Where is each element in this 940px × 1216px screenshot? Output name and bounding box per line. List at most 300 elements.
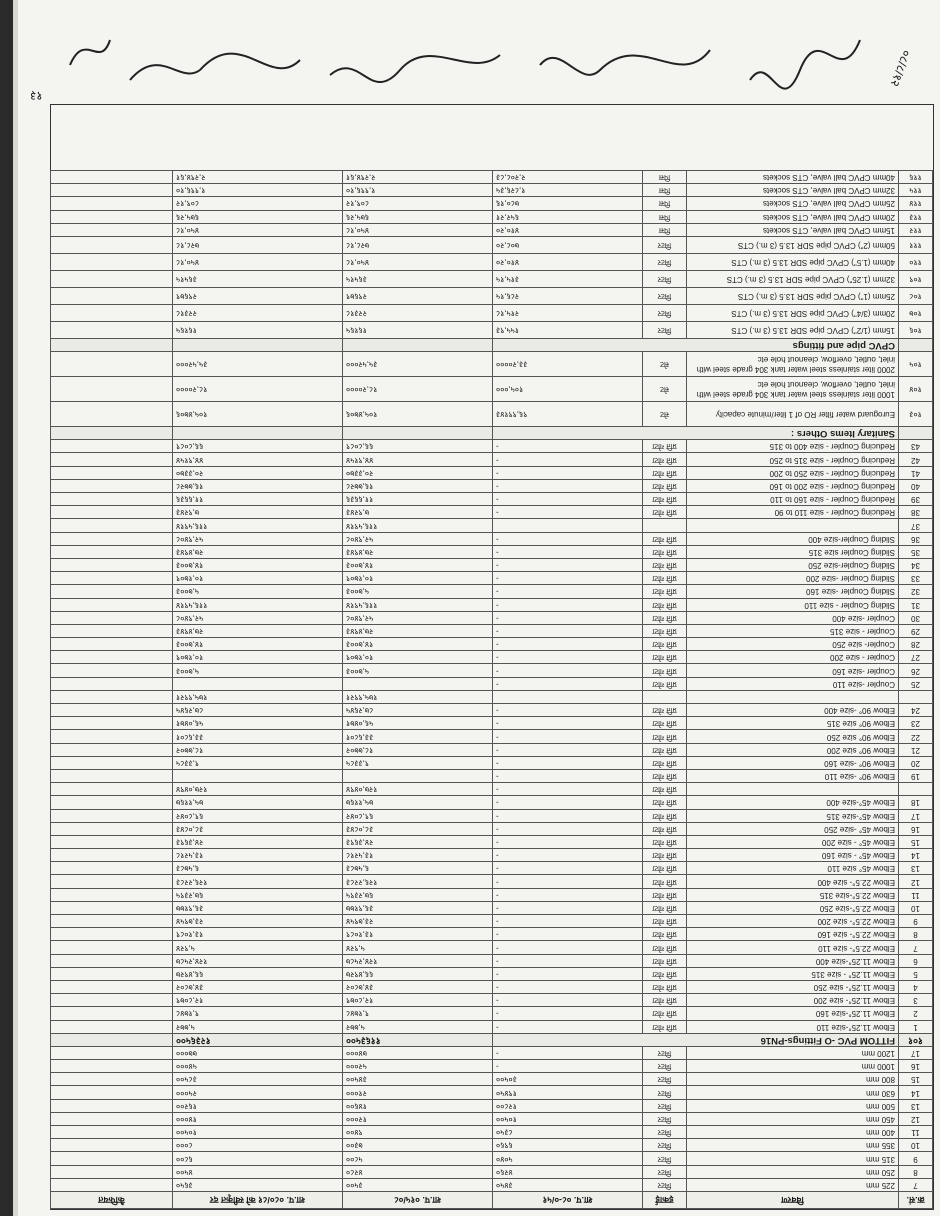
cell-sr: 8	[899, 928, 933, 941]
cell-sr: 20	[899, 756, 933, 769]
cell-rate-c: ९,३३८५	[173, 756, 343, 769]
cell-remarks	[51, 1046, 173, 1059]
cell-rate-a: -	[493, 466, 643, 479]
cell-unit: प्रति गोटा	[643, 704, 687, 717]
cell-rate-b: २३,७९५४	[343, 915, 493, 928]
cell-remarks	[51, 287, 173, 304]
cell-rate-c: १४,७००३	[173, 559, 343, 572]
table-row	[51, 1152, 933, 1165]
cell-rate-b: १२७,०४९४	[343, 783, 493, 796]
cell-rate-a: ८३५०	[493, 1126, 643, 1139]
cell-sr: 17	[899, 809, 933, 822]
cell-remarks	[51, 624, 173, 637]
cell-rate-c: ११६,५९१४	[173, 598, 343, 611]
cell-remarks	[51, 253, 173, 270]
cell-unit: प्रति गोटा	[643, 862, 687, 875]
cell-item: Sliding Coupler -size 160	[687, 585, 899, 598]
cell-remarks	[51, 1007, 173, 1020]
cell-rate-c: ५२,९४०८	[173, 611, 343, 624]
cell-remarks	[51, 321, 173, 338]
cell-unit: मिटर	[643, 253, 687, 270]
cell-unit: प्रति गोटा	[643, 638, 687, 651]
table-row	[51, 197, 933, 210]
cell-rate-c	[173, 770, 343, 783]
table-row	[51, 651, 933, 664]
cell-rate-a: ४२६०	[493, 1165, 643, 1178]
cell-unit: प्रति गोटा	[643, 994, 687, 1007]
cell-rate-b: ३५,५२०००	[343, 352, 493, 377]
cell-sr: ११३	[899, 210, 933, 223]
cell-item: Elbow 22.5°- size 400	[687, 875, 899, 888]
cell-rate-c: ५,९२४	[173, 941, 343, 954]
cell-unit: पिस	[643, 210, 687, 223]
table-row	[51, 184, 933, 197]
cell-remarks	[51, 954, 173, 967]
cell-item: 50mm (2") CPVC pipe SDR 13.5 (3 m.) CTS	[687, 236, 899, 253]
cell-item: Coupler- size 250	[687, 638, 899, 651]
cell-remarks	[51, 862, 173, 875]
cell-rate-a: -	[493, 704, 643, 717]
cell-remarks	[51, 1073, 173, 1086]
cell-rate-a: -	[493, 664, 643, 677]
cell-rate-b: ३८,०८४३	[343, 822, 493, 835]
cell-remarks	[51, 730, 173, 743]
table-row	[51, 783, 933, 796]
cell-sr: 34	[899, 559, 933, 572]
cell-rate-b: २९६७९	[343, 287, 493, 304]
cell-item: 800 mm	[687, 1073, 899, 1086]
page-number: १३	[30, 89, 43, 103]
cell-item: 225 mm	[687, 1178, 899, 1191]
cell-item: Elbow 45° - size 160	[687, 849, 899, 862]
cell-rate-c: ६७,२३९५	[173, 888, 343, 901]
cell-rate-a: २१५,१८	[493, 304, 643, 321]
cell-rate-a: १०५००	[493, 1112, 643, 1125]
cell-rate-b: ५,७७२	[343, 1020, 493, 1033]
cell-item: 32mm CPVC ball valve, CTS sockets	[687, 184, 899, 197]
cell-sr: ११०	[899, 253, 933, 270]
table-row	[51, 1020, 933, 1033]
cell-sr: 21	[899, 743, 933, 756]
cell-rate-b: ९,१७४८	[343, 1007, 493, 1020]
cell-unit: मिटर	[643, 1126, 687, 1139]
cell-unit: मिटर	[643, 1112, 687, 1125]
section-c	[173, 338, 343, 351]
section-b	[343, 427, 493, 440]
section-b: ११६३५००	[343, 1033, 493, 1046]
cell-rate-a: -	[493, 717, 643, 730]
cell-rate-c: १०,१७०९	[173, 651, 343, 664]
cell-unit: प्रति गोटा	[643, 1007, 687, 1020]
cell-rate-b: ७,९२४३	[343, 506, 493, 519]
cell-item: Elbow 11.25°- size 200	[687, 994, 899, 1007]
cell-remarks	[51, 545, 173, 558]
cell-rate-b: ११६,५९१४	[343, 519, 493, 532]
cell-rate-c: ५,७७२	[173, 1020, 343, 1033]
cell-unit: प्रति गोटा	[643, 849, 687, 862]
cell-remarks	[51, 440, 173, 453]
cell-rate-a: ७८०,१६	[493, 197, 643, 210]
cell-rate-c: २२३१८	[173, 304, 343, 321]
table-row	[51, 888, 933, 901]
cell-rate-b: १०५,४७०६	[343, 402, 493, 427]
cell-rate-b: १२०००	[343, 1112, 493, 1125]
table-row	[51, 572, 933, 585]
cell-rate-c: २७,४९४३	[173, 545, 343, 558]
cell-unit: प्रति गोटा	[643, 611, 687, 624]
cell-remarks	[51, 1060, 173, 1073]
cell-rate-b: ७५,११६७	[343, 796, 493, 809]
cell-item: Coupler - size 315	[687, 624, 899, 637]
cell-rate-c: ११६,५९१४	[173, 519, 343, 532]
cell-rate-a: -	[493, 849, 643, 862]
cell-rate-a	[493, 519, 643, 532]
cell-rate-c: ७७०००	[173, 1046, 343, 1059]
cell-rate-c: ५,७००३	[173, 664, 343, 677]
cell-remarks	[51, 717, 173, 730]
cell-rate-c: २९६७९	[173, 287, 343, 304]
table-row	[51, 967, 933, 980]
cell-item: 630 mm	[687, 1086, 899, 1099]
cell-unit: मिटर	[643, 1139, 687, 1152]
cell-sr: 2	[899, 1007, 933, 1020]
cell-rate-c: १६,७७२८	[173, 479, 343, 492]
header-rate-b: शा.प. ०१५/०८	[343, 1192, 493, 1209]
fittings-section	[51, 1033, 933, 1046]
cell-rate-a: १९४५०	[493, 1086, 643, 1099]
cell-rate-c: १८,२००००	[173, 377, 343, 402]
table-row	[51, 901, 933, 914]
table-row	[51, 822, 933, 835]
table-row	[51, 1086, 933, 1099]
cell-rate-a: -	[493, 559, 643, 572]
cell-item: Elbow 45°-size 315	[687, 809, 899, 822]
cell-rate-c: ३३,६८०१	[173, 730, 343, 743]
cell-rate-a: ४१०,२०	[493, 253, 643, 270]
cell-rate-a: -	[493, 994, 643, 1007]
cell-remarks	[51, 690, 173, 703]
table-row	[51, 664, 933, 677]
cell-rate-c: ४४,९१५४	[173, 453, 343, 466]
cell-remarks	[51, 835, 173, 848]
cell-item: 15mm CPVC ball valve, CTS sockets	[687, 223, 899, 236]
cell-rate-b: ६६,८०८९	[343, 440, 493, 453]
signature-4	[130, 54, 300, 80]
cell-item: Sliding Coupler - size 110	[687, 598, 899, 611]
table-row	[51, 624, 933, 637]
cell-unit: प्रति गोटा	[643, 809, 687, 822]
table-row	[51, 270, 933, 287]
section-title: CPVC pipe and fittings	[493, 338, 899, 351]
cell-remarks	[51, 585, 173, 598]
cell-item: Reducing Coupler - size 110 to 90	[687, 506, 899, 519]
cell-remarks	[51, 915, 173, 928]
table-row	[51, 402, 933, 427]
cell-rate-b: ५,९२४	[343, 941, 493, 954]
cell-remarks	[51, 928, 173, 941]
cell-rate-b: १३,१०८९	[343, 928, 493, 941]
cell-unit: मिटर	[643, 1152, 687, 1165]
cell-sr: 13	[899, 862, 933, 875]
cell-remarks	[51, 270, 173, 287]
sanitary-section	[51, 427, 933, 440]
table-header-row	[51, 1192, 933, 1209]
cell-rate-b: ५२,९४०८	[343, 532, 493, 545]
cpvc-section	[51, 338, 933, 351]
cell-rate-a: -	[493, 1046, 643, 1059]
cell-item: Reducing Coupler - size 250 to 200	[687, 466, 899, 479]
cell-rate-c: ८०००	[173, 1139, 343, 1152]
cell-sr: 5	[899, 967, 933, 980]
cell-rate-c: १६२००	[173, 1099, 343, 1112]
cell-sr: 3	[899, 994, 933, 1007]
cell-rate-a: -	[493, 809, 643, 822]
cell-rate-b: १४६००	[343, 1099, 493, 1112]
table-row	[51, 466, 933, 479]
cell-sr: 33	[899, 572, 933, 585]
table-row	[51, 171, 933, 184]
cell-rate-a: -	[493, 532, 643, 545]
cell-rate-b: १,९९६,१०	[343, 184, 493, 197]
cell-item: Elbow 22.5°- size 200	[687, 915, 899, 928]
cell-unit: प्रति गोटा	[643, 598, 687, 611]
cell-unit: प्रति गोटा	[643, 981, 687, 994]
cell-rate-a: -	[493, 875, 643, 888]
cell-rate-b: ३६,९१७७	[343, 901, 493, 914]
cell-sr: १०८	[899, 287, 933, 304]
cell-rate-c: ३६५०	[173, 1178, 343, 1191]
cell-remarks	[51, 377, 173, 402]
cell-rate-b: २२३१८	[343, 304, 493, 321]
cell-rate-b: २,२९४,६१	[343, 171, 493, 184]
cell-rate-b: ३३,६८०१	[343, 730, 493, 743]
cell-unit: मिटर	[643, 1046, 687, 1059]
cell-rate-b: ८०९,१२	[343, 197, 493, 210]
cell-sr: 14	[899, 849, 933, 862]
table-row	[51, 377, 933, 402]
cell-rate-a: -	[493, 572, 643, 585]
table-row	[51, 743, 933, 756]
cell-rate-a: -	[493, 862, 643, 875]
cell-item: 315 mm	[687, 1152, 899, 1165]
cell-unit: प्रति गोटा	[643, 730, 687, 743]
cell-sr: 10	[899, 1139, 933, 1152]
table-row	[51, 210, 933, 223]
cell-rate-c: २४,३६९३	[173, 835, 343, 848]
cell-rate-a: -	[493, 651, 643, 664]
cell-sr: १०५	[899, 352, 933, 377]
cell-rate-c: १२६,२२८३	[173, 875, 343, 888]
cell-rate-c: ५६,०४७१	[173, 717, 343, 730]
cell-rate-a: १०५,०००	[493, 377, 643, 402]
cell-unit	[643, 690, 687, 703]
cell-remarks	[51, 236, 173, 253]
cell-unit: प्रति गोटा	[643, 743, 687, 756]
cell-remarks	[51, 304, 173, 321]
cell-rate-a: ३०५००	[493, 1073, 643, 1086]
header-remarks: कैफियत	[51, 1192, 173, 1209]
cell-remarks	[51, 466, 173, 479]
cell-unit: सेट	[643, 352, 687, 377]
cell-remarks	[51, 506, 173, 519]
table-row	[51, 1178, 933, 1191]
cell-rate-a: ३१५,१५	[493, 270, 643, 287]
cell-rate-b: ९,३३८५	[343, 756, 493, 769]
rate-table	[50, 170, 933, 1209]
cell-item: Elbow 90° -size 160	[687, 756, 899, 769]
cell-item: Sliding Coupler -size 200	[687, 572, 899, 585]
cell-rate-c: ७५,११६७	[173, 796, 343, 809]
cell-rate-c: ३६५१५	[173, 270, 343, 287]
cell-rate-b: ५,७००३	[343, 585, 493, 598]
section-remarks	[51, 427, 173, 440]
cell-rate-a: -	[493, 611, 643, 624]
cell-sr: 31	[899, 598, 933, 611]
cell-item: Elbow 45° - size 200	[687, 835, 899, 848]
cell-unit: प्रति गोटा	[643, 1020, 687, 1033]
cell-rate-b: ५८००	[343, 1152, 493, 1165]
cell-remarks	[51, 1139, 173, 1152]
cell-rate-b: ४४,९१५४	[343, 453, 493, 466]
table-body	[51, 171, 933, 1192]
cell-item: 15mm (1/2") CPVC pipe SDR 13.5 (3 m.) CTS	[687, 321, 899, 338]
cell-rate-a: -	[493, 506, 643, 519]
table-row	[51, 809, 933, 822]
cell-rate-c: ११,६६३६	[173, 493, 343, 506]
cell-item: Sliding Coupler-size 250	[687, 559, 899, 572]
cell-item	[687, 690, 899, 703]
cell-item: 40mm CPVC ball valve, CTS sockets	[687, 171, 899, 184]
cell-unit: मिटर	[643, 321, 687, 338]
cell-rate-a: १२८००	[493, 1099, 643, 1112]
cell-rate-c: ७२८,१८	[173, 236, 343, 253]
table-row	[51, 928, 933, 941]
cell-rate-c: ३४,७८०२	[173, 981, 343, 994]
cell-rate-a: ३३,२००००	[493, 352, 643, 377]
table-row	[51, 236, 933, 253]
cell-rate-c: १०५,४७०६	[173, 402, 343, 427]
cell-sr: 6	[899, 954, 933, 967]
cell-unit: मिटर	[643, 1178, 687, 1191]
cell-rate-a: -	[493, 770, 643, 783]
cell-remarks	[51, 479, 173, 492]
table-row	[51, 1046, 933, 1059]
cell-remarks	[51, 849, 173, 862]
cell-sr: 43	[899, 440, 933, 453]
cell-item: 1000 liter stainless steel water tank 304 grade steel with inlet, outlet, overflow, cleanout hole etc	[687, 377, 899, 402]
cell-sr: 16	[899, 822, 933, 835]
cell-remarks	[51, 822, 173, 835]
table-row	[51, 756, 933, 769]
cell-rate-b: ३४५००	[343, 1073, 493, 1086]
table-row	[51, 704, 933, 717]
cell-sr: 29	[899, 624, 933, 637]
cell-rate-c: ६६,८०८९	[173, 440, 343, 453]
cell-rate-b: १८,२००००	[343, 377, 493, 402]
cell-rate-b: २४,३६९३	[343, 835, 493, 848]
cell-rate-a: -	[493, 835, 643, 848]
cell-item: Elbow 11.25° - size 315	[687, 967, 899, 980]
cell-remarks	[51, 875, 173, 888]
cell-rate-c: १०५००	[173, 1126, 343, 1139]
cell-sr: 15	[899, 835, 933, 848]
cell-item: Coupler -size 110	[687, 677, 899, 690]
cell-rate-b: ५,७००३	[343, 664, 493, 677]
cell-rate-b: ५२०००	[343, 1060, 493, 1073]
cell-sr: 11	[899, 888, 933, 901]
table-row	[51, 875, 933, 888]
cell-rate-c: ३८,०८४३	[173, 822, 343, 835]
cell-item: 400 mm	[687, 1126, 899, 1139]
table-row	[51, 223, 933, 236]
section-title: Sanitary Items Others :	[493, 427, 899, 440]
table-row	[51, 479, 933, 492]
cell-sr: 7	[899, 941, 933, 954]
cell-sr: 41	[899, 466, 933, 479]
cell-unit: पिस	[643, 223, 687, 236]
cell-item	[687, 783, 899, 796]
side-note: ०८/८/१२	[887, 48, 914, 89]
cell-rate-c: २०,३३७०	[173, 466, 343, 479]
cell-remarks	[51, 171, 173, 184]
cell-remarks	[51, 1099, 173, 1112]
cell-item: Elbow 22.5°- size 110	[687, 941, 899, 954]
cell-rate-c: १२७,०४९४	[173, 783, 343, 796]
cell-rate-a: -	[493, 928, 643, 941]
cell-rate-a: -	[493, 1007, 643, 1020]
cell-rate-a: -	[493, 901, 643, 914]
cell-sr: 39	[899, 493, 933, 506]
table-row	[51, 849, 933, 862]
table-row	[51, 1007, 933, 1020]
cell-rate-b: ४५०,१८	[343, 223, 493, 236]
table-row	[51, 352, 933, 377]
signature-5	[70, 40, 110, 65]
cell-rate-a: -	[493, 981, 643, 994]
cell-item: Sliding Coupler-size 400	[687, 532, 899, 545]
cell-remarks	[51, 967, 173, 980]
cell-rate-b: ६७५,२६	[343, 210, 493, 223]
cell-rate-c: ३५,५२०००	[173, 352, 343, 377]
cell-item	[687, 519, 899, 532]
cell-rate-a: -	[493, 453, 643, 466]
cell-rate-b: ६६,४९२७	[343, 967, 493, 980]
section-remarks	[51, 1033, 173, 1046]
table-row	[51, 1112, 933, 1125]
cell-sr: 16	[899, 1060, 933, 1073]
cell-rate-c: ८०९,१२	[173, 197, 343, 210]
cell-rate-c: ७,९२४३	[173, 506, 343, 519]
cell-sr: 23	[899, 717, 933, 730]
cell-sr: 22	[899, 730, 933, 743]
cell-unit: प्रति गोटा	[643, 967, 687, 980]
cell-unit: प्रति गोटा	[643, 756, 687, 769]
table-row	[51, 915, 933, 928]
cell-rate-b	[343, 677, 493, 690]
cell-item: Elbow 90° -size 400	[687, 704, 899, 717]
cell-unit: मिटर	[643, 287, 687, 304]
cell-sr: 24	[899, 704, 933, 717]
cell-rate-a: -	[493, 440, 643, 453]
cell-rate-a: -	[493, 756, 643, 769]
cell-sr: 7	[899, 1178, 933, 1191]
table-row	[51, 559, 933, 572]
cell-item: 32mm (1.25") CPVC pipe SDR 13.5 (3 m.) CTS	[687, 270, 899, 287]
cell-rate-a: ९६,९९१४३	[493, 402, 643, 427]
table-row	[51, 519, 933, 532]
cell-rate-a: -	[493, 677, 643, 690]
table-row	[51, 954, 933, 967]
